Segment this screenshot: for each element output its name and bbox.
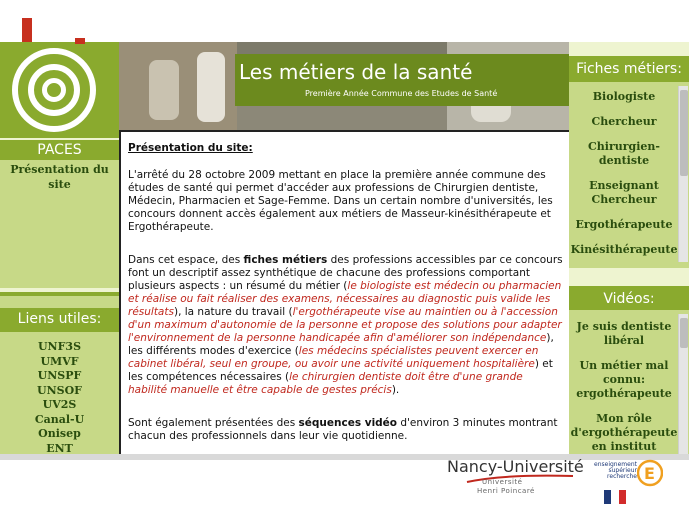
nancy-universite-logo[interactable]: Nancy-Université: [447, 457, 584, 476]
universite-label: Université: [482, 478, 523, 486]
link-umvf[interactable]: UMVF: [40, 354, 79, 368]
banner-photo-bottom: [237, 106, 447, 130]
site-logo[interactable]: [0, 42, 119, 138]
banner-subtitle: Première Année Commune des Etudes de Santé: [305, 89, 498, 98]
banner-photo-figure: [149, 60, 179, 120]
video-ergotherapeute[interactable]: Un métier mal connu: ergothérapeute: [576, 359, 672, 400]
decorative-red-mark: [75, 38, 85, 44]
useful-links-list: [0, 340, 119, 456]
content-heading: Présentation du site:: [128, 142, 253, 154]
fiche-enseignant-chercheur[interactable]: Enseignant Chercheur: [589, 179, 659, 206]
videos-scrollbar[interactable]: [678, 314, 688, 454]
top-strip: [0, 0, 689, 42]
paces-title: PACES: [37, 142, 82, 158]
fiche-ergotherapeute[interactable]: Ergothérapeute: [575, 218, 673, 231]
fiches-scrollbar-thumb[interactable]: [680, 90, 688, 176]
videos-scrollbar-thumb[interactable]: [680, 318, 688, 348]
svg-text:E: E: [644, 464, 655, 483]
fiche-chirurgien-dentiste[interactable]: Chirurgien-dentiste: [588, 140, 660, 167]
link-unspf[interactable]: UNSPF: [37, 369, 82, 382]
link-onisep[interactable]: Onisep: [38, 427, 81, 440]
e-logo-icon: [637, 458, 663, 488]
link-canal-u[interactable]: Canal-U: [34, 412, 85, 426]
fiches-title: Fiches métiers:: [576, 61, 682, 77]
logo-ring-inner: [42, 78, 66, 102]
link-uv2s[interactable]: UV2S: [42, 398, 77, 411]
video-role-ergotherapeute[interactable]: Mon rôle d'ergothérapeute en institut: [570, 412, 678, 453]
france-flag-icon: [604, 490, 626, 504]
fiche-chercheur[interactable]: Chercheur: [591, 115, 657, 128]
henri-poincare-label: Henri Poincaré: [477, 487, 535, 495]
footer-divider: [0, 454, 689, 460]
decorative-red-bar: [22, 18, 32, 42]
ministry-label: enseignement supérieur recherche: [594, 461, 637, 480]
paragraph-videos: Sont également présentées des séquences vidéo d'environ 3 minutes montrant chacun des professionnels dans leur vie quotidienne.: [128, 417, 558, 442]
videos-title: Vidéos:: [603, 291, 655, 307]
main-content[interactable]: [119, 130, 569, 454]
header-banner: [119, 42, 569, 130]
footer: [0, 454, 689, 517]
paragraph-intro: L'arrêté du 28 octobre 2009 mettant en place la première année commune des études de santé qui permet d'accéder aux professions de Chirurgien dentiste, Médecin, Pharmacien et Sage-Femme. Dans un certain nombre d'universités, les concours donnent accès également aux métiers de Masseur-kinésithérapeute et Ergothérapeute.: [128, 169, 553, 233]
paragraph-fiches: Dans cet espace, des fiches métiers des professions accessibles par ce concours font un descriptif assez synthétique de chacune des professions comportant plusieurs aspects : un résumé du métier (le biologiste est médecin ou pharmacien et réalise ou fait réaliser des examens, nécessaires au diagnostic puis valide les résultats), la nature du travail (l'ergothérapeute vise au maintien ou à l'accession d'un maximum d'autonomie de la personne et propose des solutions pour adapter l'environnement de la personne handicapée afin d'améliorer son indépendance), les différents modes d'exercice (les médecins spécialistes peuvent exercer en cabinet libéral, seul en groupe, ou avoir une activité uniquement hospitalière) et les compétences nécessaires (le chirurgien dentiste doit être d'une grande habilité manuelle et être capable de gestes précis).: [128, 254, 563, 396]
links-title: Liens utiles:: [17, 311, 102, 327]
banner-title: Les métiers de la santé: [239, 60, 473, 84]
fiches-scrollbar[interactable]: [678, 86, 688, 262]
videos-list: [569, 320, 679, 454]
link-unsof[interactable]: UNSOF: [37, 383, 82, 397]
link-ent[interactable]: ENT: [46, 441, 73, 455]
paces-links: [0, 163, 119, 192]
video-dentiste-liberal[interactable]: Je suis dentiste libéral: [576, 320, 672, 347]
fiche-biologiste[interactable]: Biologiste: [592, 90, 656, 103]
fiches-list: [569, 90, 679, 257]
banner-photo-figure-2: [197, 52, 225, 122]
fiche-kinesitherapeute[interactable]: Kinésithérapeute: [570, 243, 678, 256]
link-unf3s[interactable]: UNF3S: [37, 340, 82, 353]
presentation-link[interactable]: Présentation du site: [10, 163, 109, 191]
